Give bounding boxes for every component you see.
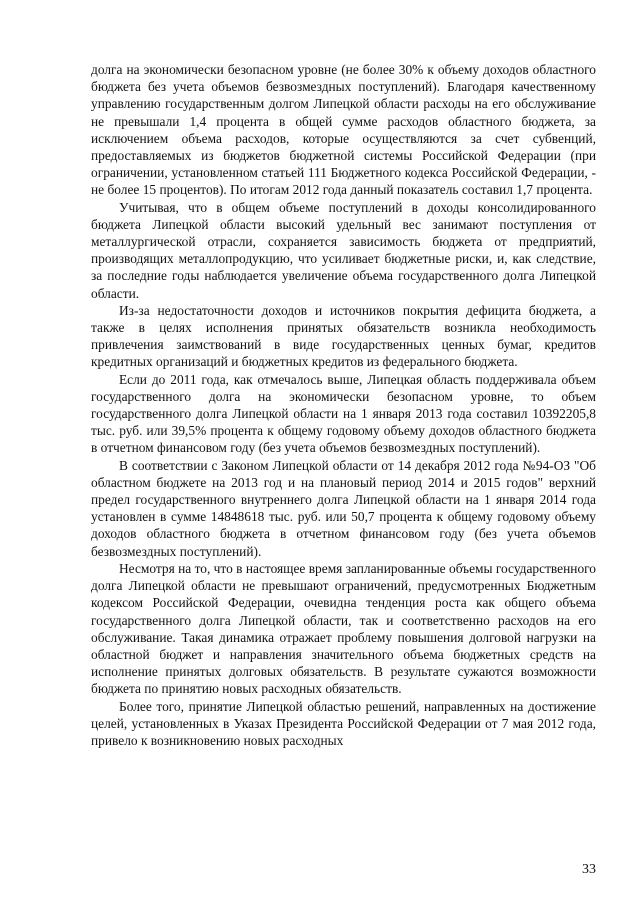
paragraph-7: Более того, принятие Липецкой областью решений, направленных на достижение целей, установленных в Указах Президента Российской Федерации от 7 мая 2012 года, привело к возникновению новых расходных	[91, 698, 596, 748]
page-number: 33	[582, 862, 596, 877]
paragraph-1: долга на экономически безопасном уровне (не более 30% к объему доходов областного бюджета без учета объемов безвозмездных поступлений). Благодаря качественному управлению государственным долгом Липецкой области расходы на его обслуживание не превышали 1,4 процента в общей сумме расходов областного бюджета, за исключением объема расходов, которые осуществляются за счет субвенций, предоставляемых из бюджетов бюджетной системы Российской Федерации (при ограничении, установленном статьей 111 Бюджетного кодекса Российской Федерации, - не более 15 процентов). По итогам 2012 года данный показатель составил 1,7 процента.	[91, 62, 596, 198]
paragraph-3: Из-за недостаточности доходов и источников покрытия дефицита бюджета, а также в целях исполнения принятых обязательств возникла необходимость привлечения заимствований в виде государственных ценных бумаг, кредитов кредитных организаций и бюджетных кредитов из федерального бюджета.	[91, 302, 596, 370]
paragraph-4: Если до 2011 года, как отмечалось выше, Липецкая область поддерживала объем государственного долга на экономически безопасном уровне, то объем государственного долга Липецкой области на 1 января 2013 года составил 10392205,8 тыс. руб. или 39,5% процента к общему годовому объему доходов областного бюджета в отчетном финансовом году (без учета объемов безвозмездных поступлений).	[91, 371, 596, 456]
paragraph-2: Учитывая, что в общем объеме поступлений в доходы консолидированного бюджета Липецкой области высокий удельный вес занимают поступления от металлургической отрасли, сохраняется зависимость бюджета от предприятий, производящих металлопродукцию, что усиливает бюджетные риски, и, как следствие, за последние годы наблюдается увеличение объема государственного долга Липецкой области.	[91, 199, 596, 301]
document-body	[91, 61, 596, 749]
paragraph-5: В соответствии с Законом Липецкой области от 14 декабря 2012 года №94-ОЗ "Об областном бюджете на 2013 год и на плановый период 2014 и 2015 годов" верхний предел государственного внутреннего долга Липецкой области на 1 января 2014 года установлен в сумме 14848618 тыс. руб. или 50,7 процента к общему годовому объему доходов областного бюджета в отчетном финансовом году (без учета объемов безвозмездных поступлений).	[91, 457, 596, 559]
paragraph-6: Несмотря на то, что в настоящее время запланированные объемы государственного долга Липецкой области не превышают ограничений, предусмотренных Бюджетным кодексом Российской Федерации, очевидна тенденция роста как общего объема государственного долга Липецкой области, так и соответственно расходов на его обслуживание. Такая динамика отражает проблему повышения долговой нагрузки на областной бюджет и направления значительного объема бюджетных средств на исполнение принятых долговых обязательств. В результате сужаются возможности бюджета по принятию новых расходных обязательств.	[91, 560, 596, 697]
